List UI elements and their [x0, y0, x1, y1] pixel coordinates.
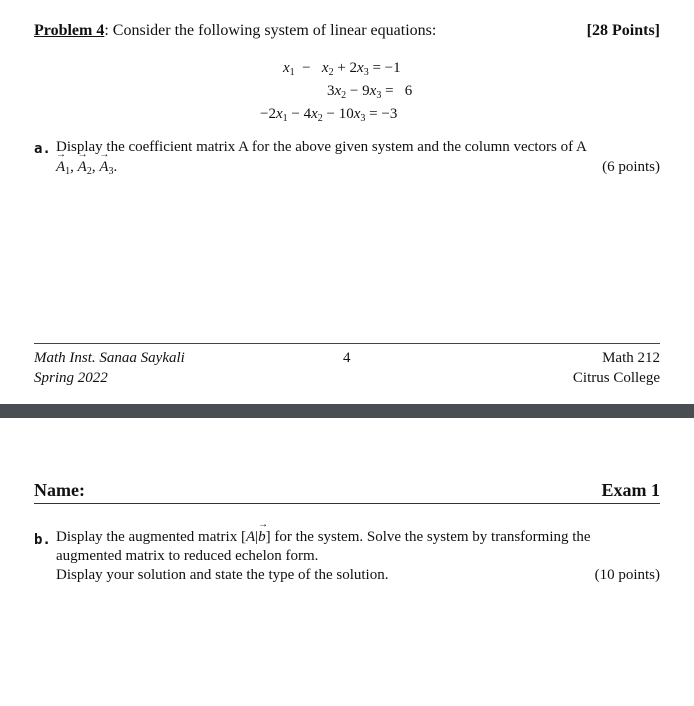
- part-a-vectors: → $A_1$, → $A_2$, → $A_3$.: [56, 159, 117, 177]
- part-a-question: Display the coefficient matrix A for the above given system and the column vectors of A: [56, 139, 587, 155]
- part-a-points: (6 points): [602, 159, 660, 175]
- page-separator: [0, 404, 694, 418]
- part-b-points: (10 points): [594, 567, 660, 583]
- part-b-line-2: augmented matrix to reduced echelon form.: [56, 548, 319, 564]
- footer-page-number: 4: [343, 350, 351, 366]
- problem-intro: : Consider the following system of linear equations:: [104, 22, 437, 39]
- equation-1: $x_1 - x_2 + 2x_3 = -1$: [283, 60, 401, 78]
- equation-3: $-2x_1 - 4x_2 - 10x_3 = -3$: [260, 106, 398, 124]
- equation-2: $3x_2 - 9x_3 = 6$: [327, 83, 413, 101]
- name-label: Name:: [34, 480, 85, 500]
- problem-heading: [34, 22, 436, 40]
- header-rule: [34, 503, 660, 504]
- total-points: [28 Points]: [586, 22, 660, 39]
- footer-rule: [34, 343, 660, 344]
- part-a-label: a.: [34, 141, 51, 157]
- part-b-label: b.: [34, 532, 51, 548]
- footer-term: Spring 2022: [34, 370, 108, 386]
- part-b-line-1: Display the augmented matrix [A|→ b] for the system. Solve the system by transforming the: [56, 529, 591, 546]
- footer-instructor: Math Inst. Sanaa Saykali: [34, 350, 185, 366]
- exam-label: Exam 1: [601, 480, 660, 500]
- footer-course: Math 212: [602, 350, 660, 366]
- footer-college: Citrus College: [572, 370, 660, 386]
- problem-label: Problem 4: [34, 22, 105, 39]
- part-b-line-3: Display your solution and state the type of the solution.: [56, 567, 389, 583]
